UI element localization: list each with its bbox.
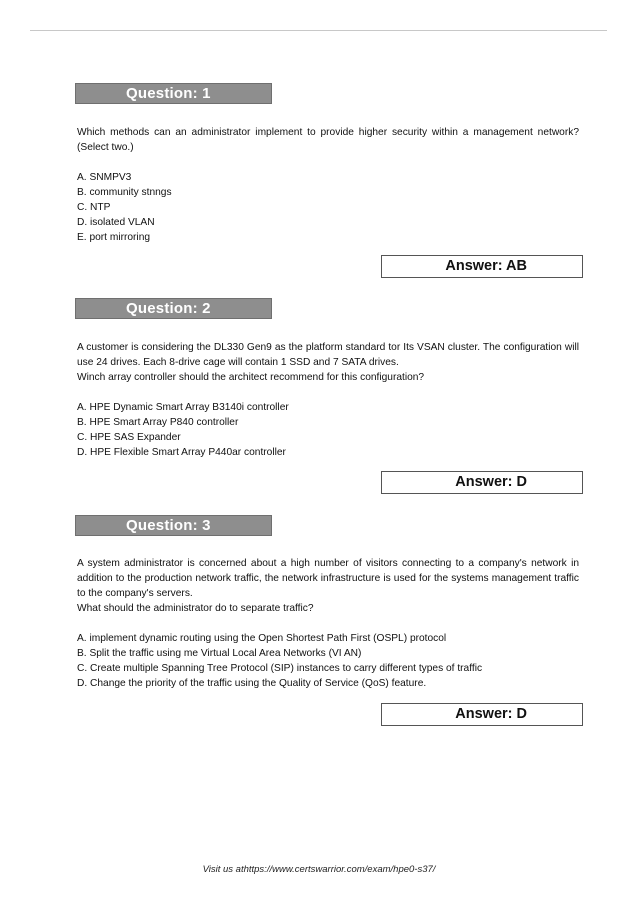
question-2-options xyxy=(77,400,579,460)
footer-visit-link[interactable]: Visit us athttps://www.certswarrior.com/exam/hpe0-s37/ xyxy=(202,864,436,875)
question-3-option-d: D. Change the priority of the traffic using the Quality of Service (QoS) feature. xyxy=(77,678,427,689)
question-2-body xyxy=(77,340,579,460)
question-2-option-d: D. HPE Flexible Smart Array P440ar controller xyxy=(77,447,286,458)
question-3-options xyxy=(77,631,579,691)
question-3-answer: Answer: D xyxy=(381,703,583,726)
question-1-option-d: D. isolated VLAN xyxy=(77,217,155,228)
question-1-option-b: B. community stnngs xyxy=(77,187,172,198)
question-2-stem: A customer is considering the DL330 Gen9 as the platform standard tor Its VSAN cluster. The configuration will use 24 drives. Each 8-drive cage will contain 1 SSD and 7 SATA drives. xyxy=(77,342,579,368)
question-3-stem: A system administrator is concerned about a high number of visitors connecting to a company's network in addition to the production network traffic, the network infrastructure is used for the systems management traffic to the company's servers. xyxy=(77,558,579,599)
question-1-option-c: C. NTP xyxy=(77,202,111,213)
question-1-option-e: E. port mirroring xyxy=(77,232,151,243)
question-1-option-a: A. SNMPV3 xyxy=(77,172,132,183)
question-1-answer: Answer: AB xyxy=(381,255,583,278)
question-2-option-c: C. HPE SAS Expander xyxy=(77,432,181,443)
question-3-option-b: B. Split the traffic using me Virtual Local Area Networks (VI AN) xyxy=(77,648,362,659)
question-3-option-c: C. Create multiple Spanning Tree Protocol (SIP) instances to carry different types of traffic xyxy=(77,663,483,674)
question-1-header: Question: 1 xyxy=(75,83,272,104)
question-2-header: Question: 2 xyxy=(75,298,272,319)
question-2-option-a: A. HPE Dynamic Smart Array B3140i controller xyxy=(77,402,289,413)
question-2-prompt: Winch array controller should the architect recommend for this configuration? xyxy=(77,372,425,383)
question-1-body xyxy=(77,125,579,245)
question-3-body xyxy=(77,556,579,691)
question-3-header: Question: 3 xyxy=(75,515,272,536)
question-3-prompt: What should the administrator do to separate traffic? xyxy=(77,603,314,614)
question-3-option-a: A. implement dynamic routing using the Open Shortest Path First (OSPL) protocol xyxy=(77,633,447,644)
question-2-option-b: B. HPE Smart Array P840 controller xyxy=(77,417,239,428)
question-2-answer: Answer: D xyxy=(381,471,583,494)
page-top-rule xyxy=(30,30,607,31)
question-1-options xyxy=(77,170,579,245)
question-1-stem: Which methods can an administrator implement to provide higher security within a management network? (Select two.) xyxy=(77,127,579,153)
